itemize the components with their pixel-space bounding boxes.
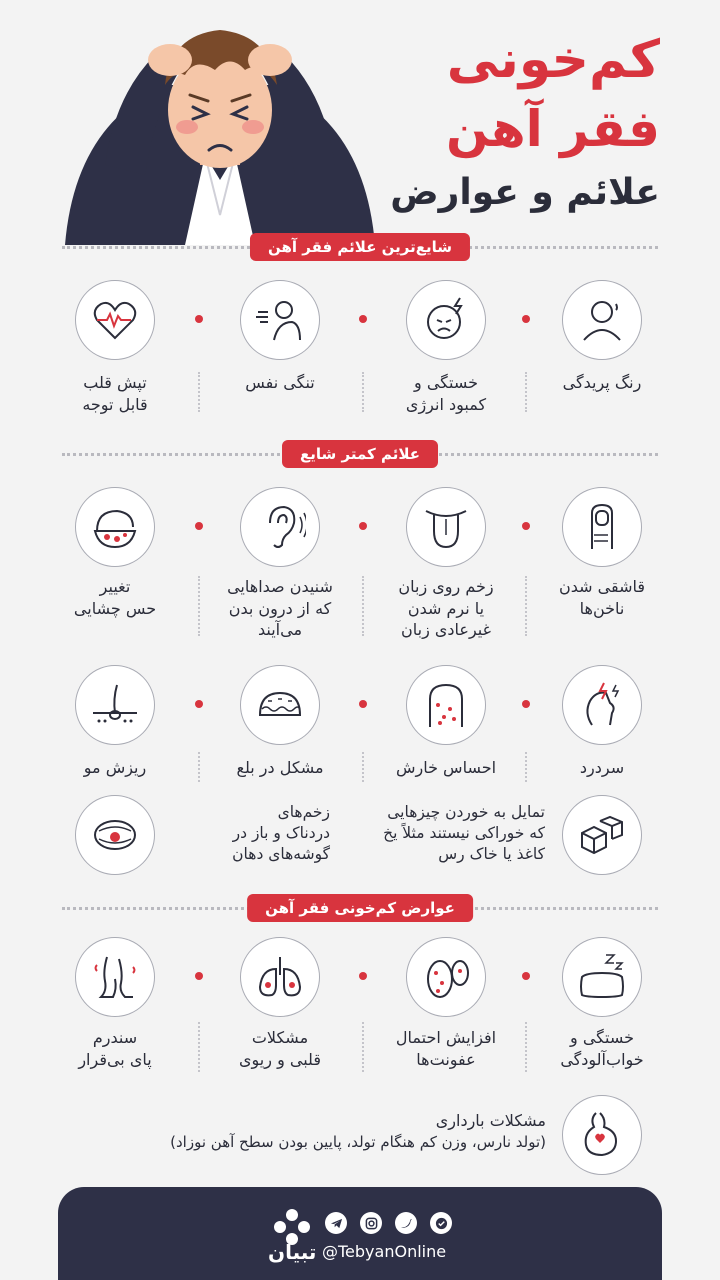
nail-icon [562, 487, 642, 567]
separator-dot [359, 522, 367, 530]
taste-icon [75, 487, 155, 567]
symptom-label: سردرد [579, 758, 625, 777]
separator-dot [359, 972, 367, 980]
column-separator [362, 1022, 364, 1072]
lungs-icon [240, 937, 320, 1017]
symptom-label: مشکل در بلع [236, 758, 324, 777]
column-separator [198, 1022, 200, 1072]
section-header-complications: عوارض کم‌خونی فقر آهن [247, 894, 473, 922]
complication-label: سندرم پای بی‌قرار [78, 1028, 152, 1069]
symptom-label: رنگ پریدگی [562, 373, 642, 392]
fatigue-face-icon [406, 280, 486, 360]
page-subtitle: علائم و عوارض [390, 172, 660, 213]
brand-name: تبیان [268, 1240, 317, 1264]
pregnancy-label: مشکلات بارداری (تولد نارس، وزن کم هنگام تولد، پایین بودن سطح آهن نوزاد) [170, 1111, 546, 1151]
complication-label: مشکلات قلبی و ریوی [239, 1028, 321, 1069]
swallow-icon [240, 665, 320, 745]
column-separator [525, 372, 527, 412]
separator-dot [195, 522, 203, 530]
pale-face-icon [562, 280, 642, 360]
symptom-label: ریزش مو [83, 758, 147, 777]
separator-dot [195, 315, 203, 323]
page-title-line2: فقر آهن [445, 100, 660, 158]
tongue-icon [406, 487, 486, 567]
telegram-icon[interactable] [325, 1212, 347, 1234]
hair-loss-icon [75, 665, 155, 745]
column-separator [198, 752, 200, 782]
pillow-sleep-icon [562, 937, 642, 1017]
ice-cubes-icon [562, 795, 642, 875]
separator-dot [522, 315, 530, 323]
separator-dot [522, 522, 530, 530]
column-separator [525, 752, 527, 782]
separator-dot [522, 700, 530, 708]
symptom-label: تغییر حس چشایی [73, 577, 157, 618]
symptom-label: تپش قلب قابل توجه [82, 373, 148, 414]
column-separator [198, 372, 200, 412]
ear-icon [240, 487, 320, 567]
stressed-man-illustration [45, 15, 395, 245]
infection-icon [406, 937, 486, 1017]
column-separator [362, 372, 364, 412]
separator-dot [195, 972, 203, 980]
symptom-label: قاشقی شدن ناخن‌ها [559, 577, 645, 618]
mouth-sores-icon [75, 795, 155, 875]
column-separator [362, 576, 364, 636]
twitter-icon[interactable] [395, 1212, 417, 1234]
itching-icon [406, 665, 486, 745]
section-header-less-common: علائم کمتر شایع [282, 440, 438, 468]
column-separator [198, 576, 200, 636]
heart-beat-icon [75, 280, 155, 360]
complication-label: خستگی و خواب‌آلودگی [560, 1028, 644, 1069]
symptom-label: خستگی و کمبود انرژی [405, 373, 487, 414]
page-title: کم‌خونی [446, 30, 660, 90]
separator-dot [195, 700, 203, 708]
symptom-label: احساس خارش [395, 758, 497, 777]
complication-label: افزایش احتمال عفونت‌ها [395, 1028, 497, 1069]
symptom-label: زخم روی زبان یا نرم شدن غیرعادی زبان [398, 577, 494, 640]
footer [58, 1187, 662, 1280]
column-separator [525, 576, 527, 636]
shortness-breath-icon [240, 280, 320, 360]
restless-legs-icon [75, 937, 155, 1017]
instagram-icon[interactable] [360, 1212, 382, 1234]
separator-dot [359, 700, 367, 708]
pregnancy-icon [562, 1095, 642, 1175]
headache-icon [562, 665, 642, 745]
symptom-label: تنگی نفس [245, 373, 315, 392]
column-separator [362, 752, 364, 782]
mouth-sores-label: زخم‌های دردناک و باز در گوشه‌های دهان [232, 803, 330, 863]
social-handle[interactable]: @TebyanOnline [322, 1242, 447, 1261]
verified-icon[interactable] [430, 1212, 452, 1234]
symptom-label: شنیدن صداهایی که از درون بدن می‌آیند [227, 577, 333, 640]
column-separator [525, 1022, 527, 1072]
section-header-common: شایع‌ترین علائم فقر آهن [250, 233, 470, 261]
separator-dot [359, 315, 367, 323]
pica-label: تمایل به خوردن چیزهایی که خوراکی نیستند مثلاً یخ کاغذ یا خاک رس [383, 803, 545, 863]
separator-dot [522, 972, 530, 980]
